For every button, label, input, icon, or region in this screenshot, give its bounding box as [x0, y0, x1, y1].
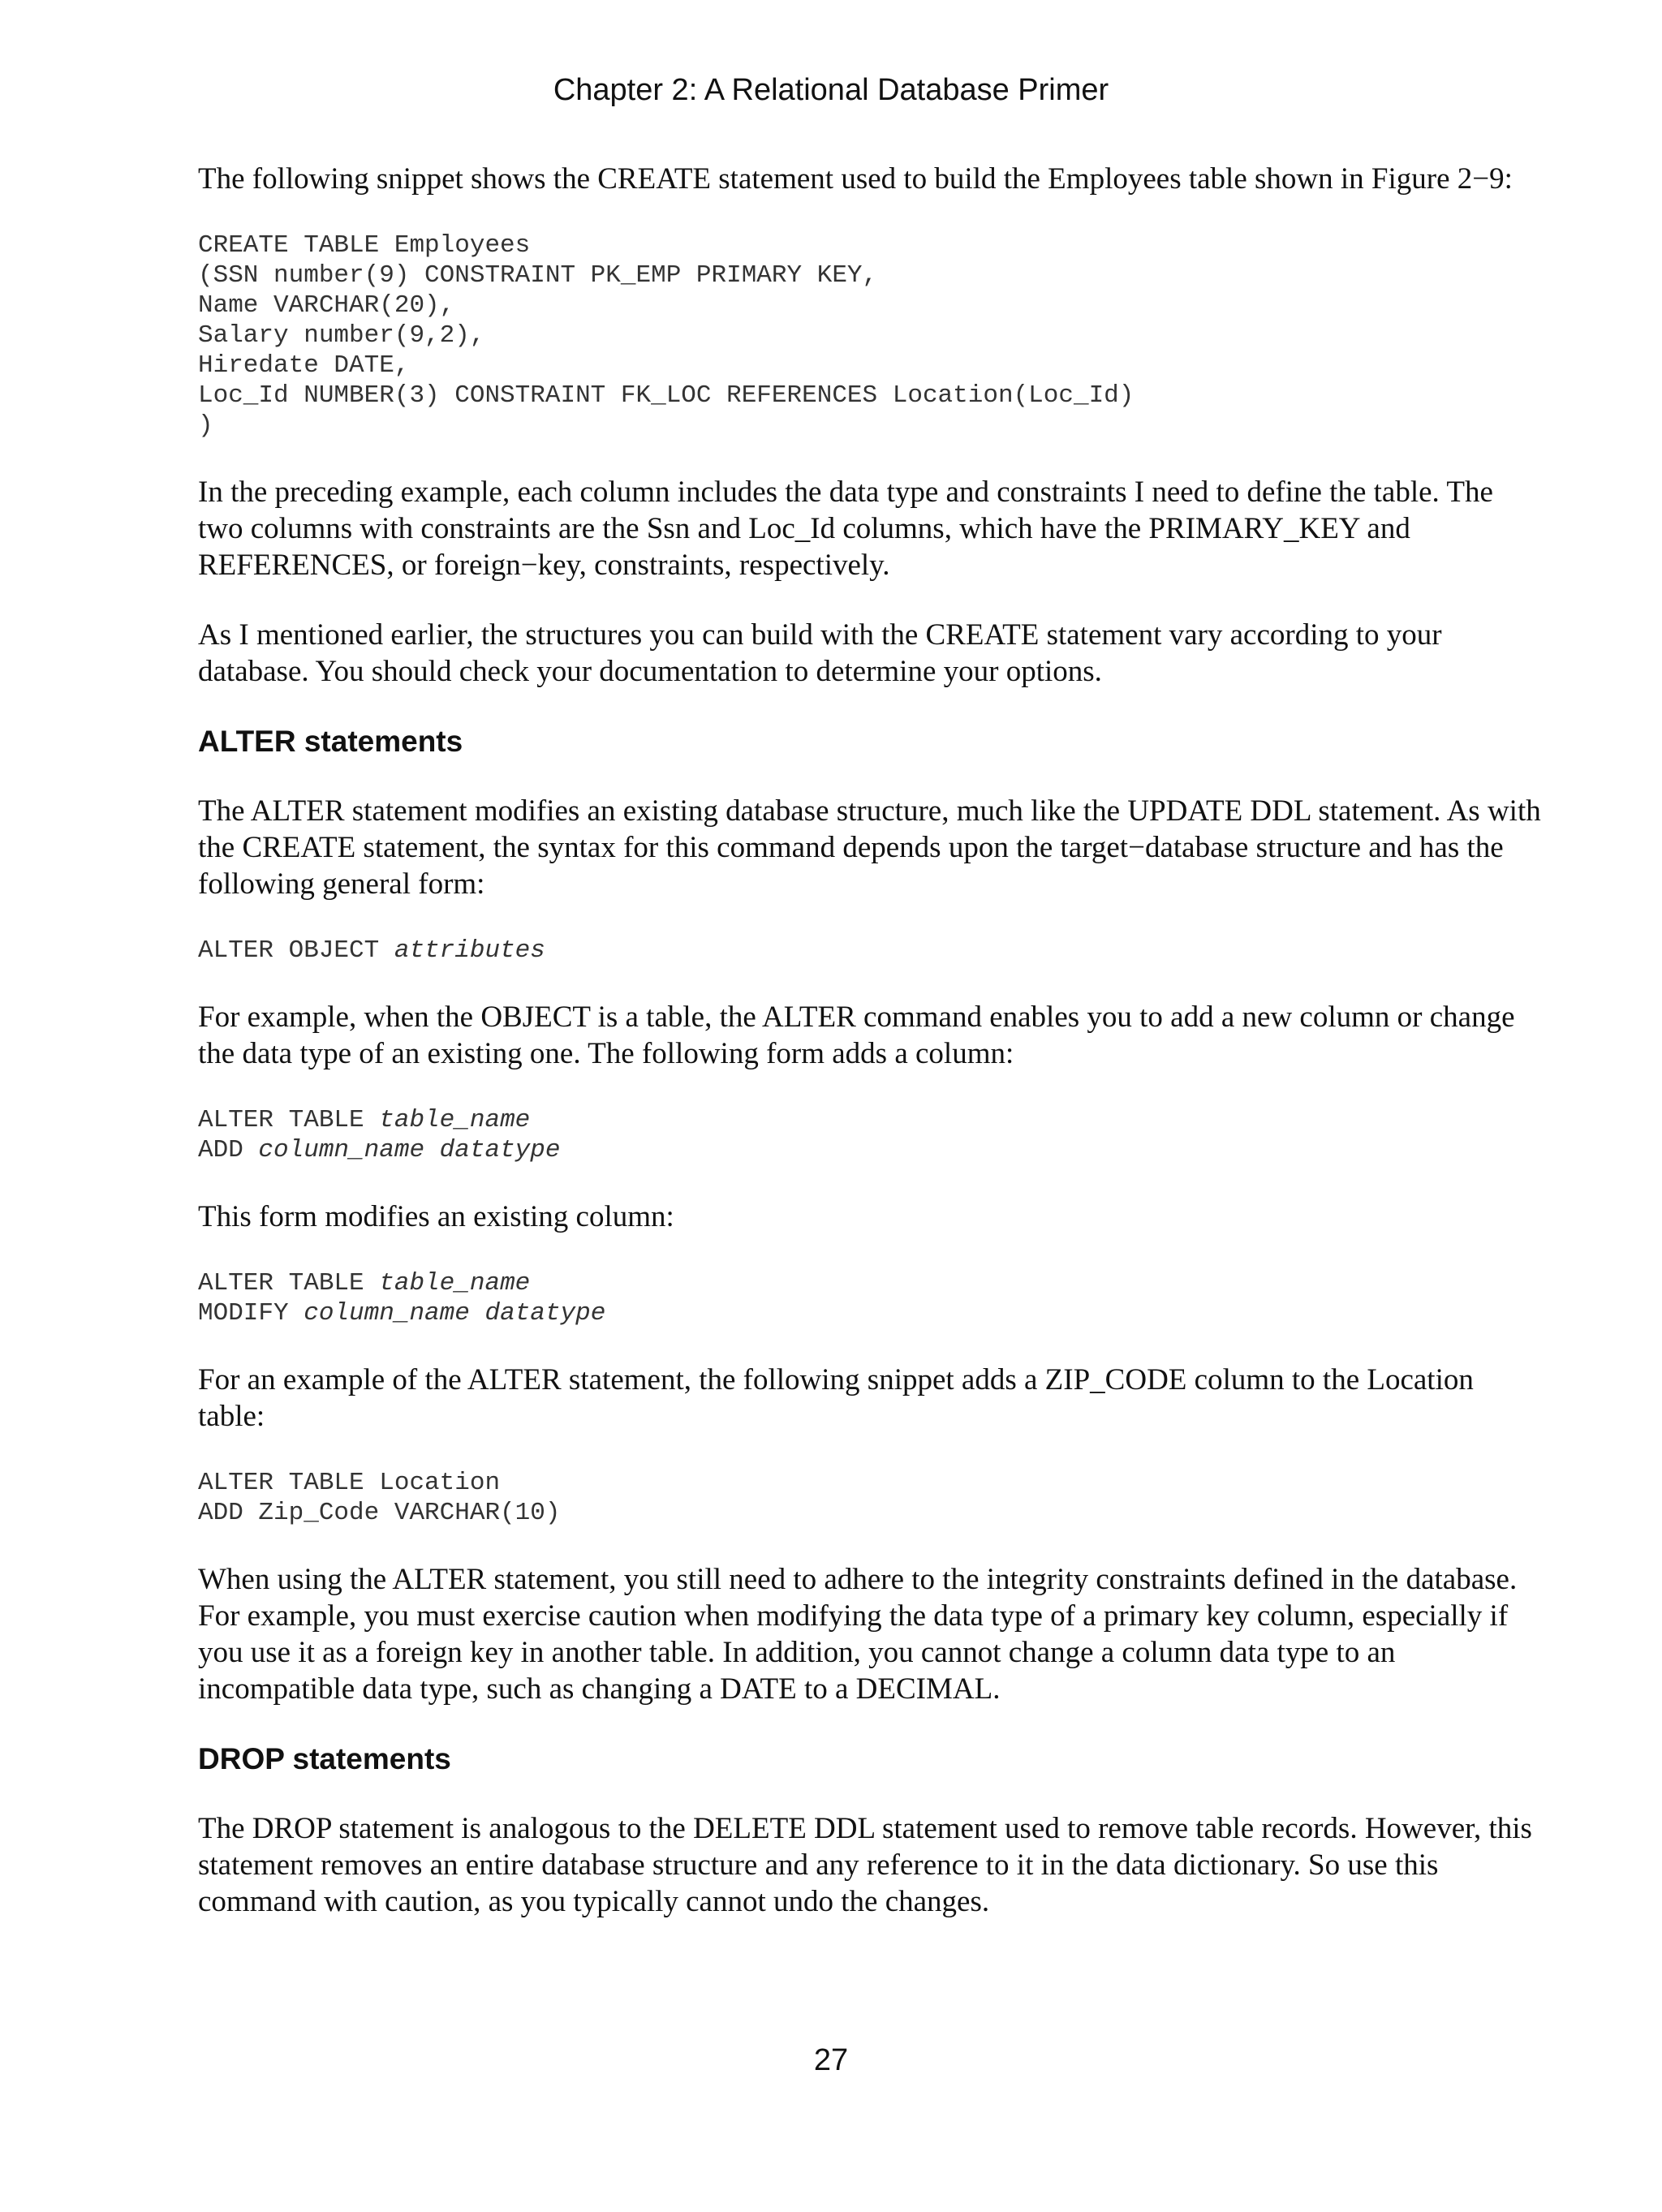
paragraph-create-intro: The following snippet shows the CREATE statement used to build the Employees table shown in Figure 2−9: — [198, 162, 1513, 196]
code-keyword: ALTER TABLE — [198, 1269, 380, 1298]
code-placeholder: column_name datatype — [304, 1299, 606, 1328]
heading-drop-statements: DROP statements — [198, 1742, 451, 1775]
code-placeholder: table_name — [379, 1106, 531, 1134]
code-block-alter-modify — [198, 1268, 1545, 1328]
code-line — [198, 1135, 1545, 1165]
code-placeholder: column_name datatype — [258, 1136, 561, 1164]
paragraph-modify-intro: This form modifies an existing column: — [198, 1200, 674, 1233]
paragraph-constraints-explanation: In the preceding example, each column includes the data type and constraints I need to define the table. The two columns with constraints are the Ssn and Loc_Id columns, which have the PRIMARY_KEY and REFERENCES, or foreign−key, constraints, respectively. — [198, 476, 1493, 582]
code-line: CREATE TABLE Employees — [198, 231, 531, 260]
code-line — [198, 1105, 1545, 1135]
code-line: Salary number(9,2), — [198, 321, 485, 350]
code-keyword: MODIFY — [198, 1299, 304, 1328]
code-placeholder: attributes — [394, 936, 545, 965]
paragraph-alter-table-example: For example, when the OBJECT is a table, the ALTER command enables you to add a new column or change the data type of an existing one. The following form adds a column: — [198, 1001, 1515, 1070]
paragraph-alter-intro: The ALTER statement modifies an existing database structure, much like the UPDATE DDL statement. As with the CREATE statement, the syntax for this command depends upon the target−database structure and has the following general form: — [198, 794, 1541, 901]
code-block-create-table — [198, 230, 1545, 441]
code-block-alter-general — [198, 936, 1545, 966]
paragraph-zip-code-example: For an example of the ALTER statement, the following snippet adds a ZIP_CODE column to the Location table: — [198, 1363, 1474, 1433]
paragraph-drop-intro: The DROP statement is analogous to the DELETE DDL statement used to remove table records. However, this statement removes an entire database structure and any reference to it in the data dictionary. So use this command with caution, as you typically cannot undo the changes. — [198, 1812, 1532, 1918]
code-line: ALTER TABLE Location — [198, 1469, 501, 1497]
code-keyword: ALTER TABLE — [198, 1106, 380, 1134]
code-line — [198, 1298, 1545, 1328]
code-line: Loc_Id NUMBER(3) CONSTRAINT FK_LOC REFERENCES Location(Loc_Id) — [198, 381, 1135, 410]
code-block-alter-location — [198, 1468, 1545, 1528]
paragraph-integrity-constraints: When using the ALTER statement, you still need to adhere to the integrity constraints defined in the database. For example, you must exercise caution when modifying the data type of a primary key column, especially if you use it as a foreign key in another table. In addition, you cannot change a column data type to an incompatible data type, such as changing a DATE to a DECIMAL. — [198, 1563, 1518, 1706]
page-number: 27 — [813, 2043, 849, 2077]
code-line: Name VARCHAR(20), — [198, 291, 455, 320]
page-content — [198, 161, 1545, 1953]
code-line — [198, 1268, 1545, 1298]
code-keyword: ALTER OBJECT — [198, 936, 394, 965]
code-placeholder: table_name — [379, 1269, 531, 1298]
code-line: Hiredate DATE, — [198, 351, 410, 380]
code-line: ) — [198, 411, 213, 440]
code-line — [198, 936, 1545, 966]
paragraph-create-options: As I mentioned earlier, the structures you can build with the CREATE statement vary according to your database. You should check your documentation to determine your options. — [198, 618, 1442, 688]
code-block-alter-add — [198, 1105, 1545, 1165]
heading-alter-statements: ALTER statements — [198, 725, 463, 758]
code-keyword: ADD — [198, 1136, 259, 1164]
code-line: (SSN number(9) CONSTRAINT PK_EMP PRIMARY KEY, — [198, 261, 878, 290]
code-line: ADD Zip_Code VARCHAR(10) — [198, 1499, 561, 1527]
page-header: Chapter 2: A Relational Database Primer — [553, 73, 1109, 107]
